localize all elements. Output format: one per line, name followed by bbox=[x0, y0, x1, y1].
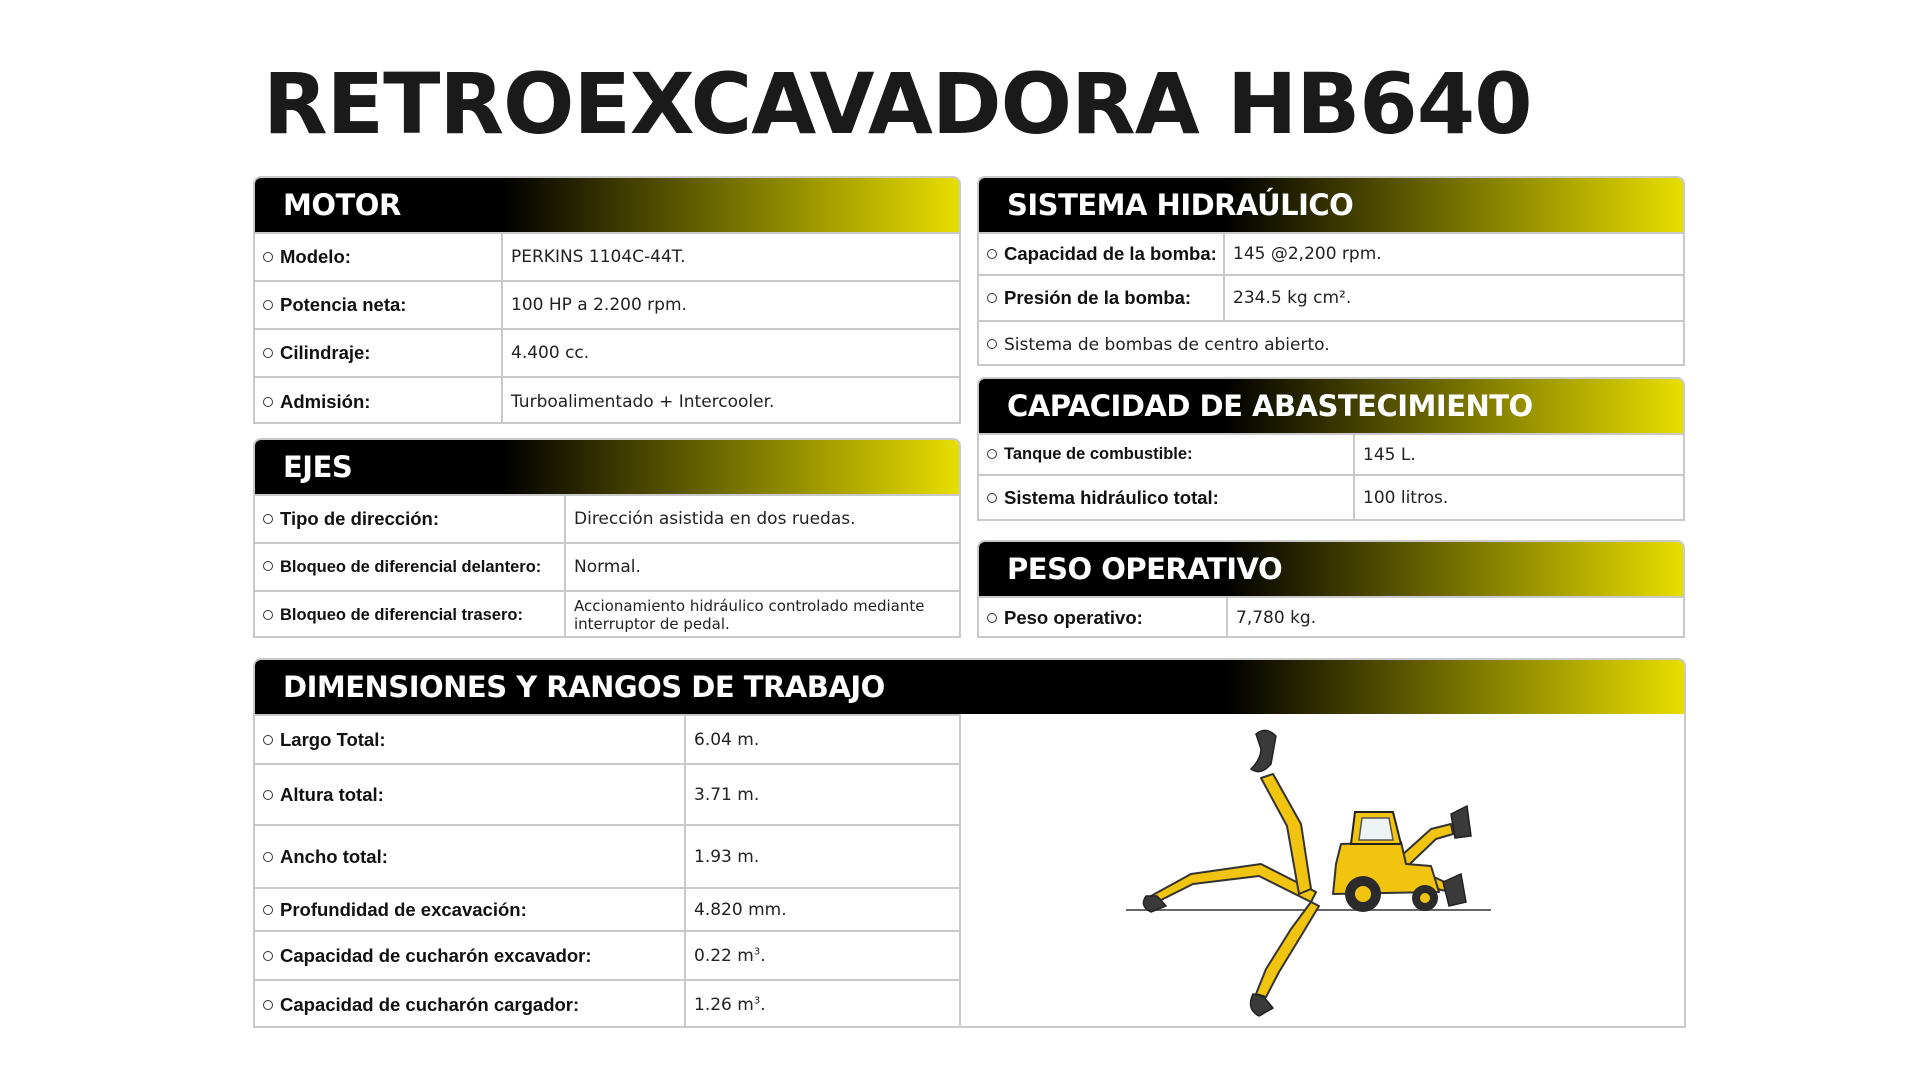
table-row bbox=[255, 888, 959, 931]
motor-header: MOTOR bbox=[255, 178, 959, 232]
bullet-icon bbox=[263, 1000, 273, 1010]
bullet-icon bbox=[263, 852, 273, 862]
spec-value: 1.93 m. bbox=[685, 825, 959, 888]
bullet-icon bbox=[263, 790, 273, 800]
value-suffix: . bbox=[760, 995, 766, 1015]
page-title: RETROEXCAVADORA HB640 bbox=[263, 55, 1532, 153]
dimensiones-header: DIMENSIONES Y RANGOS DE TRABAJO bbox=[255, 660, 1684, 714]
bullet-icon bbox=[263, 951, 273, 961]
bullet-icon bbox=[987, 613, 997, 623]
spec-value: 3.71 m. bbox=[685, 764, 959, 825]
bullet-icon bbox=[987, 493, 997, 503]
table-row bbox=[255, 329, 959, 377]
spec-label: Tanque de combustible: bbox=[1004, 445, 1193, 463]
table-row bbox=[979, 275, 1683, 321]
table-row bbox=[255, 233, 959, 281]
table-row bbox=[255, 377, 959, 424]
dimensiones-table bbox=[255, 714, 959, 1028]
spec-label: Capacidad de cucharón cargador: bbox=[280, 994, 580, 1015]
table-row bbox=[979, 434, 1683, 475]
table-row bbox=[255, 980, 959, 1028]
abastecimiento-header: CAPACIDAD DE ABASTECIMIENTO bbox=[979, 379, 1683, 433]
table-row bbox=[979, 597, 1683, 637]
bullet-icon bbox=[263, 610, 273, 620]
spec-label: Peso operativo: bbox=[1004, 606, 1143, 628]
spec-note: Sistema de bombas de centro abierto. bbox=[1004, 334, 1330, 355]
bullet-icon bbox=[263, 905, 273, 915]
bullet-icon bbox=[987, 339, 997, 349]
table-row bbox=[255, 825, 959, 888]
table-row bbox=[255, 931, 959, 980]
spec-value: 4.400 cc. bbox=[502, 329, 959, 377]
bullet-icon bbox=[263, 561, 273, 571]
spec-value bbox=[685, 931, 959, 980]
ejes-header: EJES bbox=[255, 440, 959, 494]
spec-label: Admisión: bbox=[280, 390, 371, 412]
table-row bbox=[979, 475, 1683, 520]
backhoe-icon bbox=[961, 714, 1686, 1028]
spec-label: Cilindraje: bbox=[280, 342, 371, 363]
bullet-icon bbox=[263, 252, 273, 262]
table-row bbox=[255, 764, 959, 825]
spec-label: Profundidad de excavación: bbox=[280, 898, 527, 920]
peso-header: PESO OPERATIVO bbox=[979, 542, 1683, 596]
spec-value: 4.820 mm. bbox=[685, 888, 959, 931]
spec-label: Presión de la bomba: bbox=[1004, 287, 1192, 308]
bullet-icon bbox=[987, 249, 997, 259]
ejes-card bbox=[253, 438, 961, 638]
table-row bbox=[255, 281, 959, 329]
motor-table bbox=[255, 232, 959, 424]
dimensiones-card bbox=[253, 658, 1686, 1028]
spec-value: 145 L. bbox=[1354, 434, 1683, 475]
motor-card bbox=[253, 176, 961, 424]
spec-value bbox=[685, 980, 959, 1028]
value-sup: 3 bbox=[753, 945, 761, 957]
value-sup: 3 bbox=[753, 995, 761, 1007]
spec-value: 145 @2,200 rpm. bbox=[1224, 233, 1683, 275]
spec-label: Capacidad de la bomba: bbox=[1004, 243, 1217, 264]
spec-value: 100 HP a 2.200 rpm. bbox=[502, 281, 959, 329]
peso-table bbox=[979, 596, 1683, 637]
spec-label: Modelo: bbox=[280, 246, 351, 267]
hidraulico-card bbox=[977, 176, 1685, 366]
bullet-icon bbox=[263, 514, 273, 524]
spec-label: Ancho total: bbox=[280, 845, 388, 867]
abastecimiento-table bbox=[979, 433, 1683, 520]
spec-value: Normal. bbox=[565, 543, 959, 591]
spec-label: Altura total: bbox=[280, 783, 384, 805]
hidraulico-table bbox=[979, 232, 1683, 366]
ejes-table bbox=[255, 494, 959, 638]
spec-label: Capacidad de cucharón excavador: bbox=[280, 944, 592, 966]
spec-label: Potencia neta: bbox=[280, 294, 407, 315]
spec-label: Tipo de dirección: bbox=[280, 508, 439, 529]
bullet-icon bbox=[263, 735, 273, 745]
spec-value: 234.5 kg cm². bbox=[1224, 275, 1683, 321]
table-row bbox=[255, 591, 959, 638]
hidraulico-header: SISTEMA HIDRAÚLICO bbox=[979, 178, 1683, 232]
bullet-icon bbox=[263, 300, 273, 310]
abastecimiento-card bbox=[977, 377, 1685, 521]
spec-label: Sistema hidráulico total: bbox=[1004, 487, 1219, 508]
table-row bbox=[979, 233, 1683, 275]
peso-card bbox=[977, 540, 1685, 638]
spec-label: Bloqueo de diferencial trasero: bbox=[280, 606, 523, 624]
spec-label: Bloqueo de diferencial delantero: bbox=[280, 557, 542, 576]
value-text: 0.22 m bbox=[694, 945, 754, 966]
spec-value: PERKINS 1104C-44T. bbox=[502, 233, 959, 281]
bullet-icon bbox=[987, 449, 997, 459]
backhoe-illustration bbox=[961, 714, 1686, 1028]
spec-value: Accionamiento hidráulico controlado mediante interruptor de pedal. bbox=[565, 591, 959, 638]
spec-value: 7,780 kg. bbox=[1227, 597, 1683, 637]
bullet-icon bbox=[263, 348, 273, 358]
spec-label: Largo Total: bbox=[280, 728, 386, 750]
table-row bbox=[255, 543, 959, 591]
bullet-icon bbox=[987, 293, 997, 303]
value-text: 1.26 m bbox=[694, 995, 754, 1015]
table-row bbox=[255, 495, 959, 543]
table-row bbox=[979, 321, 1683, 366]
value-suffix: . bbox=[760, 945, 766, 966]
spec-value: Turboalimentado + Intercooler. bbox=[502, 377, 959, 424]
spec-value: 100 litros. bbox=[1354, 475, 1683, 520]
spec-value: Dirección asistida en dos ruedas. bbox=[565, 495, 959, 543]
bullet-icon bbox=[263, 397, 273, 407]
table-row bbox=[255, 715, 959, 764]
spec-value: 6.04 m. bbox=[685, 715, 959, 764]
